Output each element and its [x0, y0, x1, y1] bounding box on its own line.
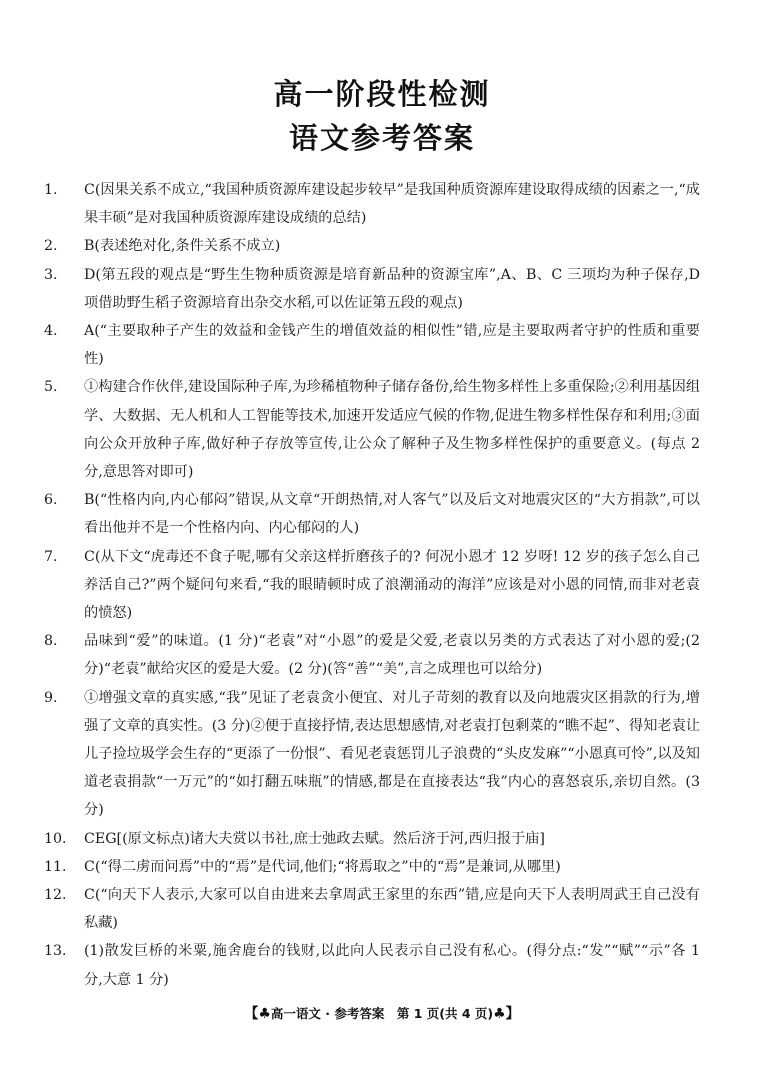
answer-text: B(“性格内向,内心郁闷”错误,从文章“开朗热情,对人客气”以及后文对地震灾区的“大方捐款”,可以看出他并不是一个性格内向、内心郁闷的人): [84, 492, 700, 537]
answer-number: 4.: [44, 323, 58, 340]
answer-number: 13.: [44, 943, 67, 960]
answer-text: (1)散发巨桥的米粟,施舍鹿台的钱财,以此向人民表示自己没有私心。(得分点:“发”“赋”“示”各 1 分,大意 1 分): [84, 943, 700, 988]
answer-number: 10.: [44, 830, 67, 847]
answer-text: C(“得二虏而问焉”中的“焉”是代词,他们;“将焉取之”中的“焉”是兼词,从哪里): [84, 858, 561, 875]
answer-number: 2.: [44, 238, 58, 255]
answer-text: CEG[(原文标点)诸大夫赏以书社,庶士弛政去赋。然后济于河,西归报于庙]: [84, 830, 545, 847]
answer-text: ①构建合作伙伴,建设国际种子库,为珍稀植物种子储存备份,给生物多样性上多重保险;②利用基因组学、大数据、无人机和人工智能等技术,加速开发适应气候的作物,促进生物多样性保存和利用;③面向公众开放种子库,做好种子存放等宣传,让公众了解种子及生物多样性保护的重要意义。(每点 2 分,意思答对即可): [84, 379, 701, 481]
page-subtitle: 语文参考答案: [288, 121, 475, 155]
answer-number: 12.: [44, 887, 67, 904]
answer-text: C(因果关系不成立,“我国种质资源库建设起步较早”是我国种质资源库建设取得成绩的因素之一,“成果丰硕”是对我国种质资源库建设成绩的总结): [84, 182, 700, 227]
page-footer: [0, 1003, 764, 1023]
answer-number: 8.: [44, 633, 58, 650]
answer-number: 3.: [44, 266, 58, 283]
answer-text: C(“向天下人表示,大家可以自由进来去拿周武王家里的东西”错,应是向天下人表明周武王自己没有私藏): [84, 887, 700, 932]
answer-item-1: [44, 176, 700, 232]
club-suit-icon: 【♣: [244, 1006, 271, 1022]
answer-text: B(表述绝对化,条件关系不成立): [84, 238, 281, 255]
answer-item-12: [44, 881, 700, 937]
answer-text: ①增强文章的真实感,“我”见证了老袁贪小便宜、对儿子苛刻的教育以及向地震灾区捐款的行为,增强了文章的真实性。(3 分)②便于直接抒情,表达思想感情,对老袁打包剩菜的“瞧不起”、得知老袁让儿子捡垃圾学会生存的“更添了一份恨”、看见老袁惩罚儿子浪费的“头皮发麻”“小恩真可怜”,以及知道老袁捐款“一万元”的“如打翻五味瓶”的情感,都是在直接表达“我”内心的喜怒哀乐,亲切自然。(3 分): [84, 689, 700, 819]
answer-item-4: [44, 317, 700, 373]
answer-item-8: [44, 627, 700, 683]
answer-number: 5.: [44, 379, 58, 396]
answer-item-7: [44, 543, 700, 628]
answer-item-9: [44, 684, 700, 825]
answer-list: [44, 176, 700, 994]
page-title: 高一阶段性检测: [273, 77, 491, 111]
answer-number: 1.: [44, 182, 58, 198]
club-suit-icon: ♣】: [493, 1006, 520, 1022]
answer-number: 9.: [44, 689, 58, 706]
answer-number: 11.: [44, 858, 67, 875]
answer-item-3: [44, 261, 700, 317]
answer-item-6: [44, 486, 700, 542]
answer-item-13: [44, 937, 700, 993]
answer-item-2: [44, 232, 700, 260]
answer-item-11: [44, 853, 700, 881]
answer-number: 6.: [44, 492, 58, 509]
answer-item-10: [44, 825, 700, 853]
answer-text: C(从下文“虎毒还不食子呢,哪有父亲这样折磨孩子的? 何况小恩才 12 岁呀! 12 岁的孩子怎么自己养活自己?”两个疑问句来看,“我的眼睛顿时成了浪潮涌动的海洋”应该是对小恩的同情,而非对老袁的愤怒): [84, 548, 700, 622]
answer-text: D(第五段的观点是“野生生物种质资源是培育新品种的资源宝库”,A、B、C 三项均为种子保存,D 项借助野生稻子资源培育出杂交水稻,可以佐证第五段的观点): [84, 266, 700, 311]
footer-text: 高一语文 · 参考答案 第 1 页(共 4 页): [270, 1006, 494, 1021]
answer-text: 品味到“爱”的味道。(1 分)“老袁”对“小恩”的爱是父爱,老袁以另类的方式表达了对小恩的爱;(2 分)“老袁”献给灾区的爱是大爱。(2 分)(答“善”“美”,言之成理也可以给分): [84, 633, 700, 678]
answer-item-5: [44, 373, 700, 486]
answer-text: A(“主要取种子产生的效益和金钱产生的增值效益的相似性”错,应是主要取两者守护的性质和重要性): [84, 323, 700, 368]
answer-number: 7.: [44, 548, 58, 565]
